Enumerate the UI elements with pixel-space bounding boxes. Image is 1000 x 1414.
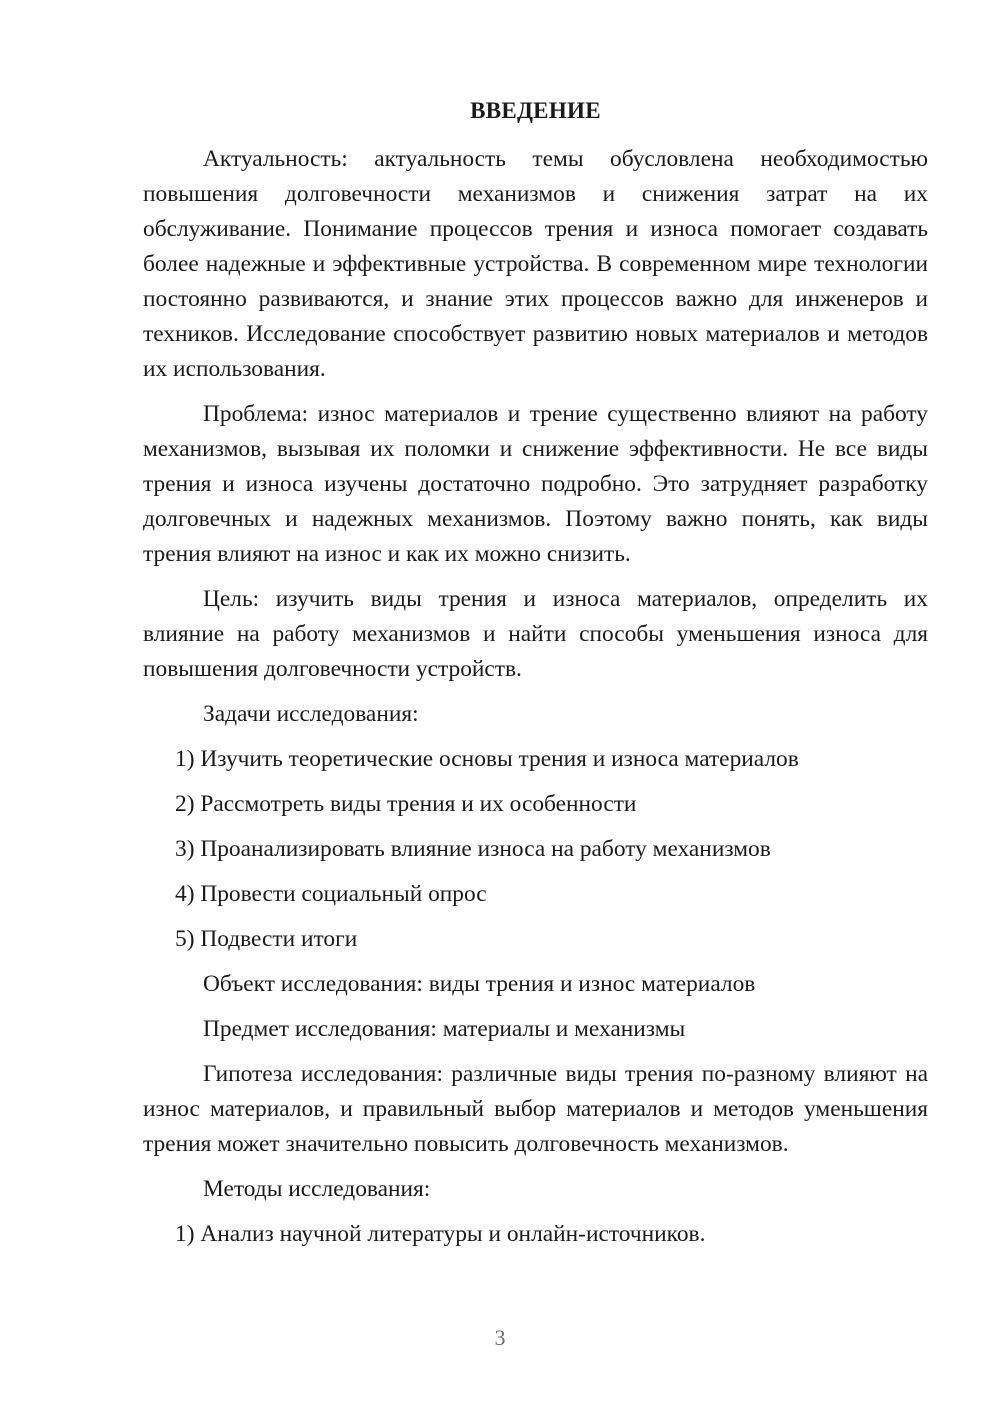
task-item: 5) Подвести итоги bbox=[175, 926, 358, 952]
goal-paragraph: Цель: изучить виды трения и износа материалов, определить их влияние на работу механизмов и найти способы уменьшения износа для повышения долговечности устройств. bbox=[143, 586, 928, 682]
task-item: 3) Проанализировать влияние износа на работу механизмов bbox=[175, 836, 771, 862]
tasks-heading: Задачи исследования: bbox=[203, 701, 419, 727]
task-item: 4) Провести социальный опрос bbox=[175, 881, 487, 907]
subject-line: Предмет исследования: материалы и механизмы bbox=[203, 1016, 686, 1042]
document-page bbox=[143, 93, 928, 1262]
section-title: ВВЕДЕНИЕ bbox=[470, 98, 601, 123]
method-item: 1) Анализ научной литературы и онлайн-источников. bbox=[175, 1221, 706, 1247]
hypothesis-paragraph: Гипотеза исследования: различные виды трения по-разному влияют на износ материалов, и правильный выбор материалов и методов уменьшения трения может значительно повысить долговечность механизмов. bbox=[143, 1061, 928, 1157]
problem-paragraph: Проблема: износ материалов и трение существенно влияют на работу механизмов, вызывая их поломки и снижение эффективности. Не все виды трения и износа изучены достаточно подробно. Это затрудняет разработку долговечных и надежных механизмов. Поэтому важно понять, как виды трения влияют на износ и как их можно снизить. bbox=[143, 401, 928, 567]
page-number: 3 bbox=[494, 1325, 506, 1350]
methods-heading: Методы исследования: bbox=[203, 1176, 431, 1202]
task-item: 2) Рассмотреть виды трения и их особенности bbox=[175, 791, 637, 817]
task-item: 1) Изучить теоретические основы трения и износа материалов bbox=[175, 746, 799, 772]
relevance-paragraph: Актуальность: актуальность темы обусловлена необходимостью повышения долговечности механизмов и снижения затрат на их обслуживание. Понимание процессов трения и износа помогает создавать более надежные и эффективные устройства. В современном мире технологии постоянно развиваются, и знание этих процессов важно для инженеров и техников. Исследование способствует развитию новых материалов и методов их использования. bbox=[143, 146, 928, 382]
object-line: Объект исследования: виды трения и износ материалов bbox=[203, 971, 756, 997]
